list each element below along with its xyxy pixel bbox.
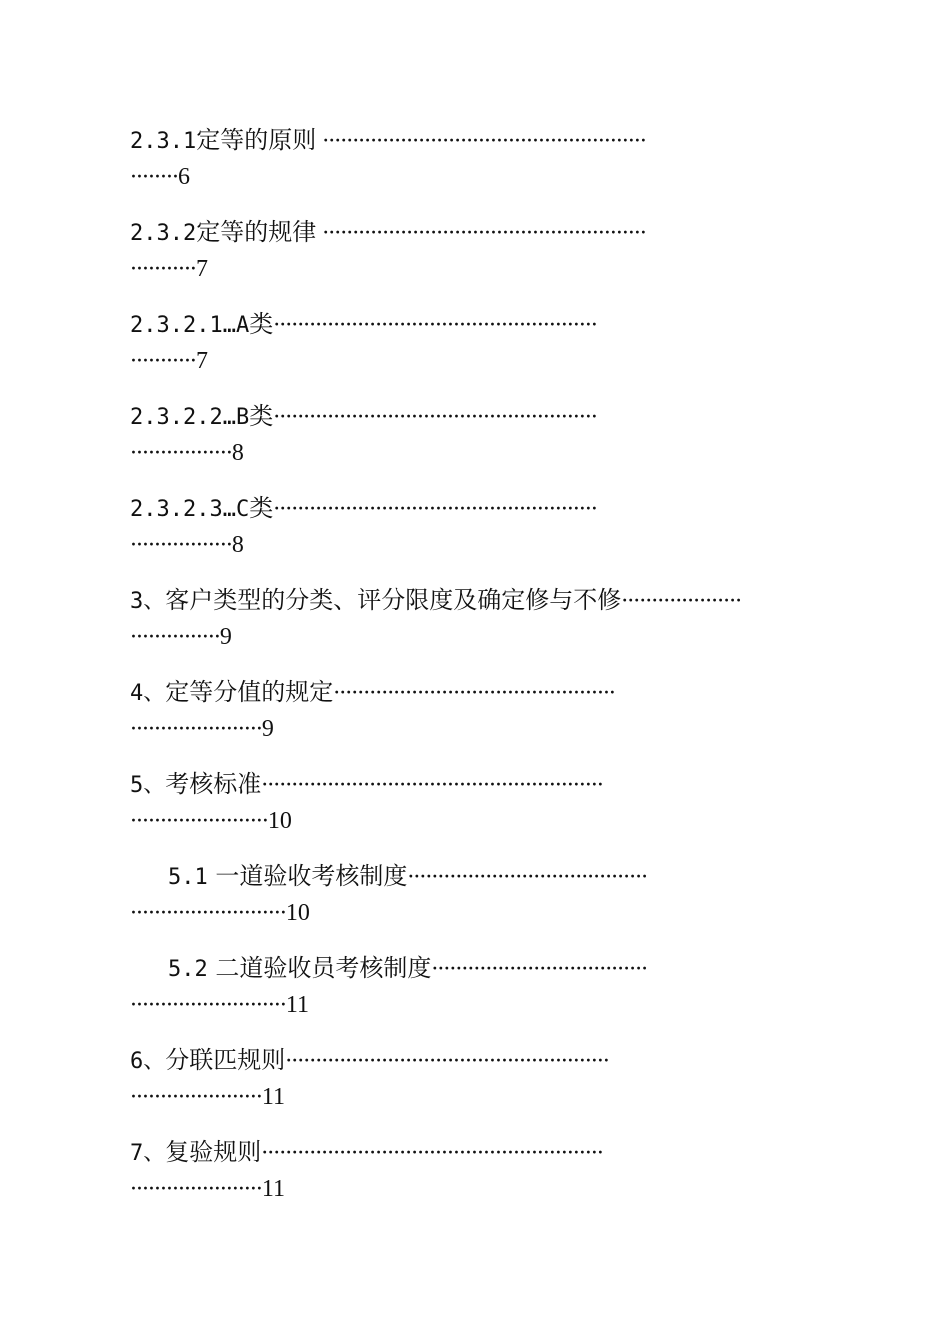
toc-leader-dots: ························································· — [261, 1141, 603, 1166]
toc-leader-dots: ················· — [130, 441, 232, 466]
toc-title: 分联匹规则 — [165, 1046, 286, 1074]
toc-number: 2.3.2.2…B — [130, 405, 250, 430]
toc-entry[interactable] — [130, 120, 830, 212]
toc-title: 类 — [249, 310, 274, 338]
toc-leader-dots: ················· — [130, 533, 232, 558]
toc-leader-dots: ·························· — [130, 901, 286, 926]
toc-leader-dots: ··········· — [130, 257, 196, 282]
toc-leader-dots: ······················· — [130, 809, 268, 834]
toc-entry[interactable] — [130, 948, 830, 1040]
toc-page-number: 7 — [195, 256, 208, 282]
toc-number: 5.1 — [168, 865, 208, 890]
toc-page-number: 8 — [231, 532, 244, 558]
toc-page-number: 7 — [195, 348, 208, 374]
toc-title: 定等的规律 — [196, 218, 317, 246]
toc-title: 复验规则 — [165, 1138, 262, 1166]
toc-entry[interactable] — [130, 856, 830, 948]
toc-entry[interactable] — [130, 488, 830, 580]
toc-number: 2.3.1 — [130, 129, 197, 154]
toc-number: 3、 — [130, 589, 166, 614]
toc-entry[interactable] — [130, 212, 830, 304]
toc-leader-dots: ··············· — [130, 625, 220, 650]
toc-page-number: 11 — [261, 1084, 285, 1110]
toc-number: 2.3.2.3…C — [130, 497, 250, 522]
toc-page-number: 9 — [219, 624, 232, 650]
toc-leader-dots: ··········· — [130, 349, 196, 374]
toc-leader-dots: ······················ — [130, 1085, 262, 1110]
toc-entry[interactable] — [130, 1040, 830, 1132]
toc-number: 5.2 — [168, 957, 208, 982]
toc-entry[interactable] — [130, 580, 830, 672]
toc-leader-dots: ······················ — [130, 717, 262, 742]
toc-page-number: 11 — [261, 1176, 285, 1202]
toc-leader-dots: ······················································ — [273, 497, 597, 522]
toc-entry[interactable] — [130, 304, 830, 396]
toc-leader-dots: ························································· — [261, 773, 603, 798]
toc-page-number: 11 — [285, 992, 309, 1018]
toc-entry[interactable] — [130, 1132, 830, 1224]
toc-leader-dots: ········ — [130, 165, 178, 190]
toc-entry[interactable] — [130, 764, 830, 856]
table-of-contents — [130, 120, 830, 1224]
toc-title: 客户类型的分类、评分限度及确定修与不修 — [165, 586, 622, 614]
toc-leader-dots: ······················································ — [273, 313, 597, 338]
toc-leader-dots: ······················································ — [316, 221, 646, 246]
toc-title: 定等的原则 — [196, 126, 317, 154]
toc-title: 二道验收员考核制度 — [207, 954, 432, 982]
toc-leader-dots: ······················ — [130, 1177, 262, 1202]
toc-page-number: 10 — [285, 900, 310, 926]
toc-entry[interactable] — [130, 672, 830, 764]
toc-title: 类 — [249, 494, 274, 522]
toc-leader-dots: ···································· — [431, 957, 648, 982]
toc-page-number: 6 — [177, 164, 190, 190]
toc-title: 定等分值的规定 — [165, 678, 334, 706]
toc-number: 2.3.2 — [130, 221, 197, 246]
toc-title: 考核标准 — [165, 770, 262, 798]
toc-number: 7、 — [130, 1141, 166, 1166]
toc-leader-dots: ···················· — [621, 589, 742, 614]
toc-number: 4、 — [130, 681, 166, 706]
toc-page-number: 10 — [267, 808, 292, 834]
toc-leader-dots: ······················································ — [273, 405, 597, 430]
toc-number: 2.3.2.1…A — [130, 313, 250, 338]
toc-page-number: 8 — [231, 440, 244, 466]
toc-leader-dots: ········································ — [407, 865, 648, 890]
toc-leader-dots: ······················································ — [285, 1049, 609, 1074]
toc-leader-dots: ··············································· — [333, 681, 615, 706]
toc-number: 5、 — [130, 773, 166, 798]
toc-leader-dots: ······················································ — [316, 129, 646, 154]
toc-entry[interactable] — [130, 396, 830, 488]
toc-title: 一道验收考核制度 — [207, 862, 408, 890]
toc-page-number: 9 — [261, 716, 274, 742]
toc-title: 类 — [249, 402, 274, 430]
toc-number: 6、 — [130, 1049, 166, 1074]
toc-leader-dots: ·························· — [130, 993, 286, 1018]
